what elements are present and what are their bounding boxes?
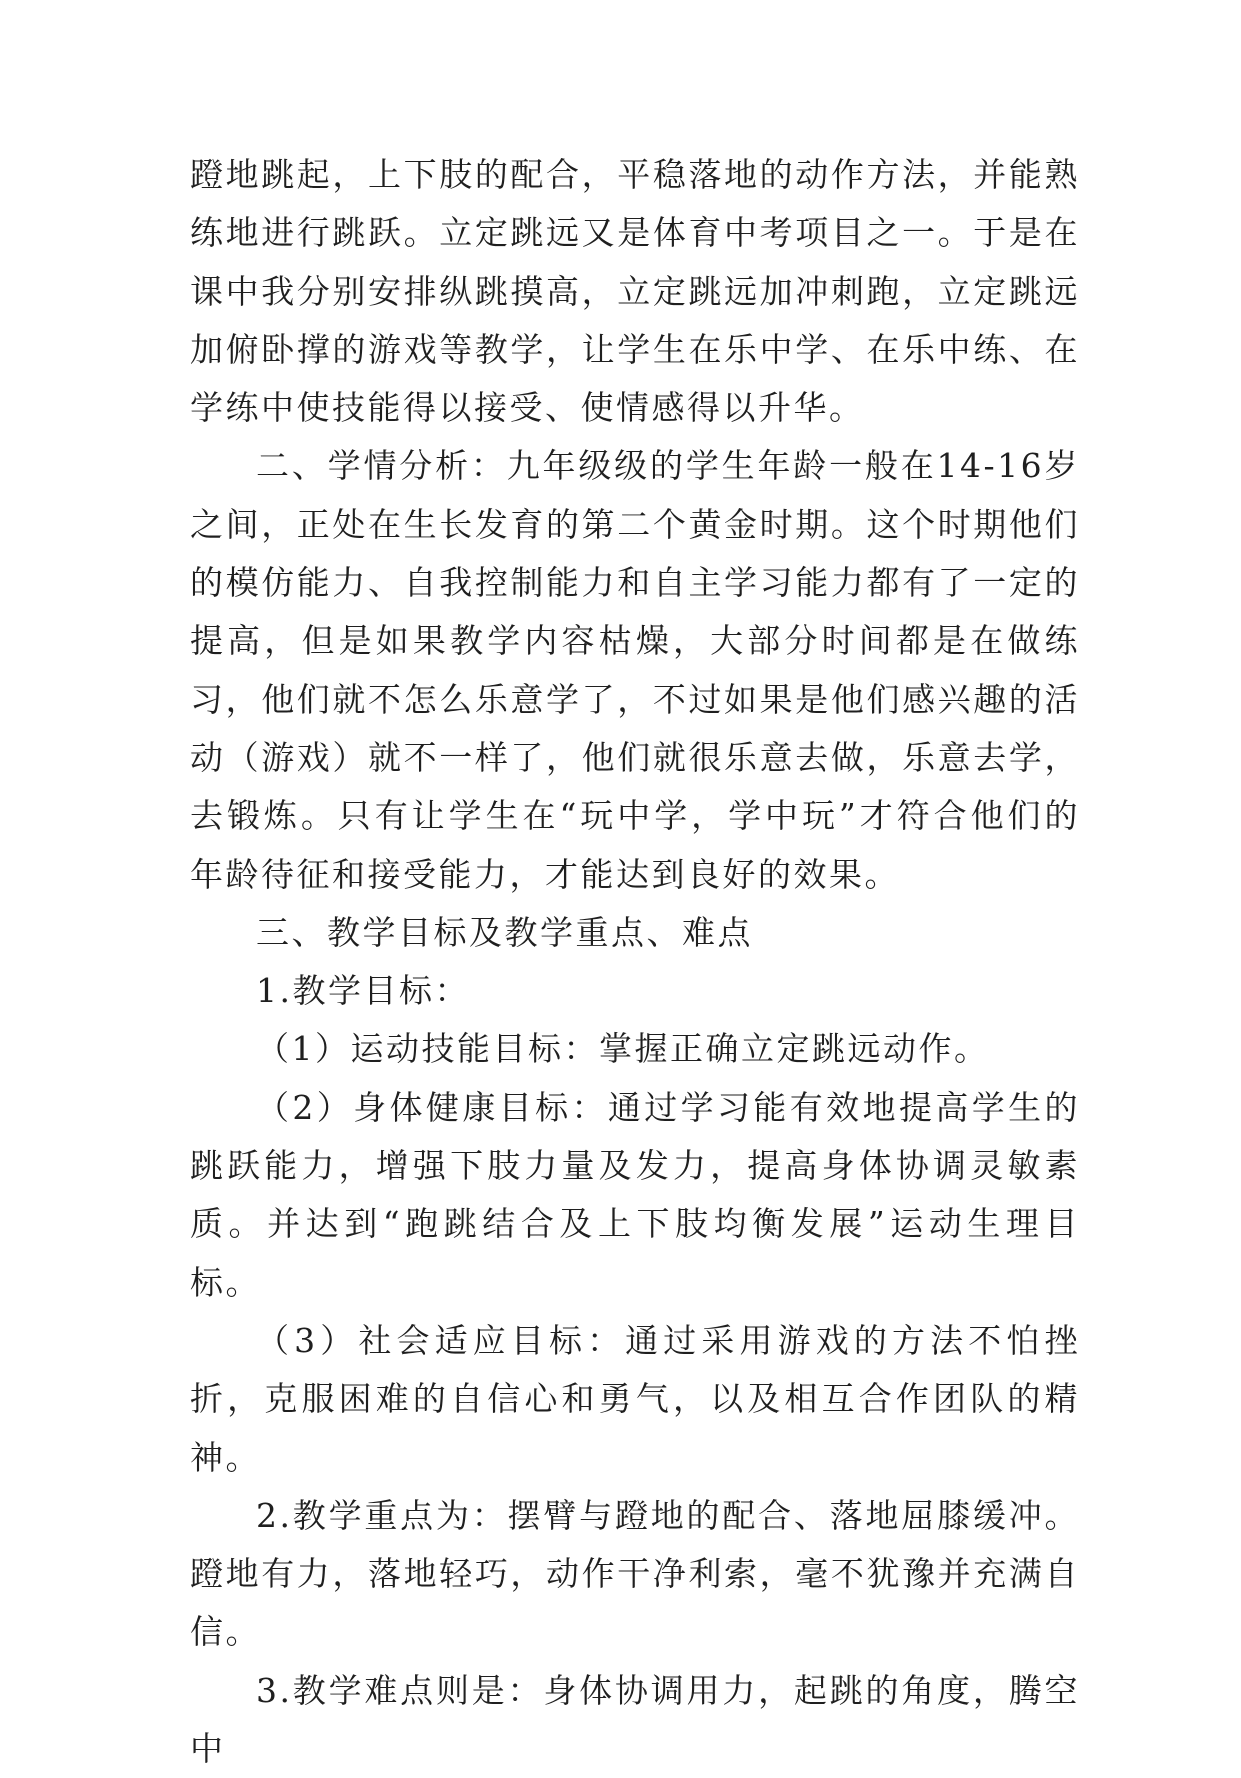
paragraph-health-goal: （2）身体健康目标：通过学习能有效地提高学生的跳跃能力，增强下肢力量及发力，提高身体协调灵敏素质。并达到“跑跳结合及上下肢均衡发展”运动生理目标。: [190, 1087, 1080, 1302]
document-body: [190, 146, 1080, 1778]
paragraph-difficulties: 3.教学难点则是：身体协调用力，起跳的角度，腾空中: [190, 1670, 1080, 1769]
paragraph-learning-analysis: 二、学情分析：九年级级的学生年龄一般在14-16岁之间，正处在生长发育的第二个黄金时期。这个时期他们的模仿能力、自我控制能力和自主学习能力都有了一定的提高，但是如果教学内容枯燥，大部分时间都是在做练习，他们就不怎么乐意学了，不过如果是他们感兴趣的活动（游戏）就不一样了，他们就很乐意去做，乐意去学，去锻炼。只有让学生在“玩中学，学中玩”才符合他们的年龄待征和接受能力，才能达到良好的效果。: [190, 446, 1080, 894]
paragraph-motor-skill-goal: （1）运动技能目标：掌握正确立定跳远动作。: [256, 1029, 990, 1069]
paragraph-key-points: 2.教学重点为：摆臂与蹬地的配合、落地屈膝缓冲。蹬地有力，落地轻巧，动作干净利索，毫不犹豫并充满自信。: [190, 1495, 1080, 1652]
paragraph-social-goal: （3）社会适应目标：通过采用游戏的方法不怕挫折，克服困难的自信心和勇气，以及相互合作团队的精神。: [190, 1320, 1080, 1477]
section-heading-objectives: 三、教学目标及教学重点、难点: [256, 912, 753, 952]
paragraph-continuation: 蹬地跳起，上下肢的配合，平稳落地的动作方法，并能熟练地进行跳跃。立定跳远又是体育中考项目之一。于是在课中我分别安排纵跳摸高，立定跳远加冲刺跑，立定跳远加俯卧撑的游戏等教学，让学生在乐中学、在乐中练、在学练中使技能得以接受、使情感得以升华。: [190, 155, 1080, 428]
subheading-teaching-goals: 1.教学目标：: [256, 971, 470, 1011]
